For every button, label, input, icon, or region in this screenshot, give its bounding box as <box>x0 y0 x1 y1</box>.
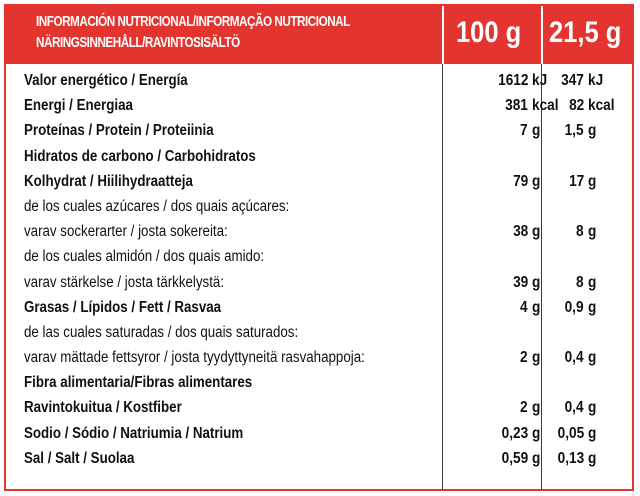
value-per-100g: 79 <box>512 172 528 190</box>
table-row <box>6 345 632 370</box>
nutrient-label: Kolhydrat / Hiilihydraatteja <box>24 172 193 190</box>
header-title-line2: NÄRINGSINNEHÅLL/RAVINTOSISÄLTÖ <box>36 34 240 51</box>
nutrient-label: varav mättade fettsyror / josta tyydyttyneitä rasvahappoja: <box>24 349 365 367</box>
nutrient-label: varav sockerarter / josta sokereita: <box>24 223 228 241</box>
table-row <box>6 320 632 345</box>
unit-per-portion: g <box>588 223 597 241</box>
unit-per-portion: kJ <box>588 72 604 89</box>
unit-per-portion: g <box>588 424 597 442</box>
nutrient-label: Valor energético / Energía <box>24 72 188 89</box>
unit-per-100g: g <box>532 449 541 467</box>
value-per-100g: 7 <box>520 122 528 140</box>
column-header-100g: 100 g <box>456 16 522 49</box>
header-divider <box>541 6 543 64</box>
nutrient-label: Proteínas / Protein / Proteiinia <box>24 122 214 140</box>
nutrient-label: Grasas / Lípidos / Fett / Rasvaa <box>24 298 222 316</box>
nutrient-label: de los cuales almidón / dos quais amido: <box>24 248 265 266</box>
nutrient-label: Energi / Energiaa <box>24 97 133 115</box>
unit-per-100g: g <box>532 122 541 140</box>
value-per-100g: 1612 <box>497 72 528 89</box>
nutrient-label: Sal / Salt / Suolaa <box>24 449 135 467</box>
header-divider <box>442 6 444 64</box>
nutrient-label: Ravintokuitua / Kostfiber <box>24 399 182 417</box>
value-per-portion: 17 <box>568 172 584 190</box>
table-row <box>6 219 632 244</box>
header-title-line1: INFORMACIÓN NUTRICIONAL/INFORMAÇÃO NUTRICIONAL <box>36 13 350 30</box>
value-per-portion: 0,9 <box>565 298 584 316</box>
value-per-portion: 8 <box>576 273 584 291</box>
unit-per-100g: g <box>532 349 541 367</box>
value-per-portion: 1,5 <box>565 122 584 140</box>
table-header <box>6 6 632 64</box>
unit-per-portion: g <box>588 122 597 140</box>
unit-per-100g: g <box>532 298 541 316</box>
nutrient-rows <box>6 68 632 471</box>
table-row <box>6 395 632 420</box>
table-row <box>6 169 632 194</box>
nutrient-label: Fibra alimentaria/Fibras alimentares <box>24 374 253 392</box>
value-per-100g: 0,23 <box>501 424 528 442</box>
table-row <box>6 295 632 320</box>
unit-per-portion: g <box>588 172 597 190</box>
value-per-portion: 8 <box>576 223 584 241</box>
value-per-100g: 4 <box>520 298 528 316</box>
value-per-100g: 381 <box>505 97 528 115</box>
value-per-portion: 82 <box>568 97 584 115</box>
value-per-portion: 0,4 <box>565 399 584 417</box>
table-row <box>6 144 632 169</box>
table-row <box>6 270 632 295</box>
unit-per-portion: g <box>588 349 597 367</box>
nutrient-label: de las cuales saturadas / dos quais saturados: <box>24 323 299 341</box>
table-row <box>6 244 632 269</box>
table-row <box>6 421 632 446</box>
value-per-portion: 0,13 <box>557 449 584 467</box>
value-per-100g: 2 <box>520 399 528 417</box>
unit-per-portion: kcal <box>588 97 615 115</box>
nutrient-label: varav stärkelse / josta tärkkelystä: <box>24 273 225 291</box>
value-per-100g: 0,59 <box>501 449 528 467</box>
nutrition-table <box>4 4 634 491</box>
value-per-portion: 0,4 <box>565 349 584 367</box>
table-row <box>6 370 632 395</box>
unit-per-100g: kJ <box>532 72 548 89</box>
unit-per-100g: kcal <box>532 97 559 115</box>
unit-per-portion: g <box>588 449 597 467</box>
value-per-100g: 38 <box>512 223 528 241</box>
column-header-21-5g: 21,5 g <box>549 16 622 49</box>
unit-per-portion: g <box>588 298 597 316</box>
nutrient-label: Hidratos de carbono / Carbohidratos <box>24 147 256 165</box>
unit-per-portion: g <box>588 273 597 291</box>
value-per-portion: 347 <box>561 72 584 89</box>
unit-per-portion: g <box>588 399 597 417</box>
unit-per-100g: g <box>532 172 541 190</box>
unit-per-100g: g <box>532 399 541 417</box>
value-per-100g: 39 <box>512 273 528 291</box>
value-per-portion: 0,05 <box>557 424 584 442</box>
unit-per-100g: g <box>532 424 541 442</box>
nutrient-label: de los cuales azúcares / dos quais açúcares: <box>24 197 290 215</box>
table-row <box>6 93 632 118</box>
unit-per-100g: g <box>532 273 541 291</box>
value-per-100g: 2 <box>520 349 528 367</box>
table-row <box>6 446 632 471</box>
table-row <box>6 68 632 93</box>
unit-per-100g: g <box>532 223 541 241</box>
nutrient-label: Sodio / Sódio / Natriumia / Natrium <box>24 424 244 442</box>
table-row <box>6 194 632 219</box>
table-row <box>6 118 632 143</box>
